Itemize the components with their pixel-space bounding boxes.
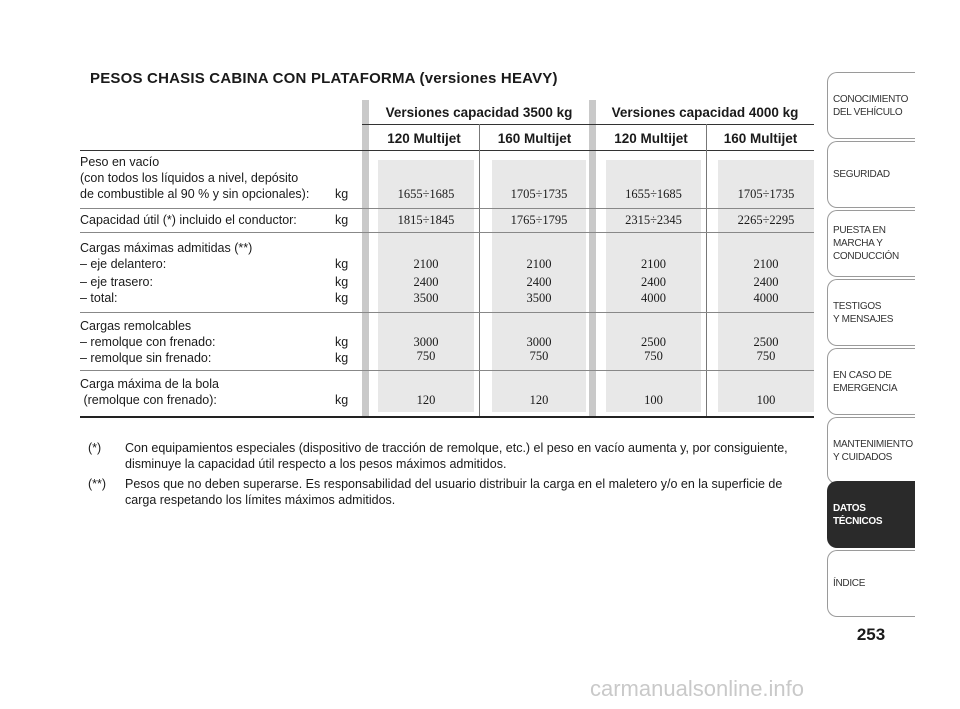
row-label-remolcables: Cargas remolcables: [80, 319, 192, 333]
tab-conocimiento[interactable]: [827, 72, 915, 139]
cell-capacidad-util-2: 1765÷1795: [510, 213, 568, 227]
cell-eje-delantero-3: 2100: [641, 257, 666, 271]
row-label-bola-1: Carga máxima de la bola: [80, 377, 219, 391]
cell-sin-frenado-2: 750: [529, 349, 549, 363]
page-title: PESOS CHASIS CABINA CON PLATAFORMA (versiones HEAVY): [90, 70, 558, 87]
cell-eje-delantero-2: 2100: [526, 257, 552, 271]
unit-sin-frenado: kg: [335, 351, 349, 365]
footnote-text-2: Pesos que no deben superarse. Es responsabilidad del usuario distribuir la carga en el maletero y/o en la superficie de carga respetando los límites máximos admitidos.: [125, 477, 783, 507]
cell-bola-4: 100: [756, 393, 776, 407]
tab-label: SEGURIDAD: [833, 169, 890, 180]
cell-eje-trasero-4: 2400: [753, 275, 779, 289]
row-rule-4: [80, 370, 814, 371]
col-divider-2: [706, 124, 707, 418]
header-rule-top: [362, 124, 814, 125]
subheader-2: 160 Multijet: [497, 131, 572, 146]
tab-label: EN CASO DE EMERGENCIA: [833, 369, 898, 394]
header-rule-bottom: [80, 150, 814, 151]
row-rule-1: [80, 208, 814, 209]
footnote-mark-2: (**): [88, 477, 107, 491]
cell-eje-trasero-1: 2400: [413, 275, 439, 289]
tab-seguridad[interactable]: [827, 141, 915, 208]
row-label-peso-vacio-2: (con todos los líquidos a nivel, depósito: [80, 171, 299, 185]
page-number: 253: [856, 625, 886, 644]
footnote-2: [88, 476, 808, 508]
cell-sin-frenado-3: 750: [644, 349, 663, 363]
tab-emergencia[interactable]: [827, 348, 915, 415]
footnotes: [88, 440, 808, 512]
footnote-mark-1: (*): [88, 441, 102, 455]
tab-puesta-en-marcha[interactable]: [827, 210, 915, 277]
cell-total-3: 4000: [641, 291, 666, 305]
cell-total-2: 3500: [526, 291, 552, 305]
cell-con-frenado-1: 3000: [413, 335, 439, 349]
cell-peso-vacio-3: 1655÷1685: [625, 187, 682, 201]
cell-con-frenado-4: 2500: [753, 335, 779, 349]
cell-bola-2: 120: [529, 393, 549, 407]
cell-con-frenado-3: 2500: [641, 335, 666, 349]
cell-peso-vacio-4: 1705÷1735: [737, 187, 795, 201]
row-label-peso-vacio-1: Peso en vacío: [80, 155, 160, 169]
tab-label: MANTENIMIENTO Y CUIDADOS: [833, 438, 913, 463]
weights-table: [80, 100, 814, 418]
row-label-total: – total:: [80, 291, 118, 305]
cell-eje-trasero-2: 2400: [526, 275, 552, 289]
unit-capacidad-util: kg: [335, 213, 349, 227]
row-rule-2: [80, 232, 814, 233]
tab-testigos[interactable]: [827, 279, 915, 346]
cell-con-frenado-2: 3000: [526, 335, 552, 349]
tab-label: CONOCIMIENTO DEL VEHÍCULO: [833, 93, 909, 118]
row-label-cargas-max: Cargas máximas admitidas (**): [80, 241, 253, 255]
cell-eje-delantero-1: 2100: [413, 257, 439, 271]
unit-bola: kg: [335, 393, 349, 407]
tab-label: ÍNDICE: [833, 578, 866, 589]
subheader-4: 160 Multijet: [723, 131, 798, 146]
tab-indice[interactable]: [827, 550, 915, 617]
cell-total-1: 3500: [413, 291, 439, 305]
cell-sin-frenado-4: 750: [756, 349, 776, 363]
cell-bola-3: 100: [644, 393, 663, 407]
row-label-sin-frenado: – remolque sin frenado:: [80, 351, 212, 365]
unit-eje-trasero: kg: [335, 275, 349, 289]
footnote-text-1: Con equipamientos especiales (dispositivo de tracción de remolque, etc.) el peso en vacío aumenta y, por consiguiente, disminuye la capacidad útil respecto a los pesos máximos admitidos.: [125, 441, 788, 471]
cell-capacidad-util-3: 2315÷2345: [625, 213, 682, 227]
group-header-4000: Versiones capacidad 4000 kg: [611, 105, 799, 120]
table-bottom-rule: [80, 416, 814, 418]
unit-total: kg: [335, 291, 349, 305]
footnote-1: [88, 440, 808, 472]
row-label-con-frenado: – remolque con frenado:: [80, 335, 216, 349]
cell-peso-vacio-1: 1655÷1685: [397, 187, 455, 201]
row-label-eje-trasero: – eje trasero:: [80, 275, 153, 289]
subheader-3: 120 Multijet: [614, 131, 688, 146]
subheader-1: 120 Multijet: [387, 131, 461, 146]
row-label-peso-vacio-3: de combustible al 90 % y sin opcionales):: [80, 187, 310, 201]
tab-datos-tecnicos[interactable]: [827, 481, 915, 548]
cell-capacidad-util-4: 2265÷2295: [737, 213, 795, 227]
cell-peso-vacio-2: 1705÷1735: [510, 187, 568, 201]
cell-bola-1: 120: [416, 393, 436, 407]
cell-eje-delantero-4: 2100: [753, 257, 779, 271]
row-label-capacidad-util: Capacidad útil (*) incluido el conductor:: [80, 213, 297, 227]
row-rule-3: [80, 312, 814, 313]
col-divider-1: [479, 124, 480, 418]
tab-label: PUESTA EN MARCHA Y CONDUCCIÓN: [833, 225, 899, 262]
row-label-bola-2: (remolque con frenado):: [80, 393, 217, 407]
tab-label: TESTIGOS Y MENSAJES: [833, 300, 894, 325]
group-header-3500: Versiones capacidad 3500 kg: [385, 105, 573, 120]
cell-eje-trasero-3: 2400: [641, 275, 666, 289]
tab-mantenimiento[interactable]: [827, 417, 915, 484]
watermark-footer: carmanualsonline.info: [590, 676, 805, 701]
tab-label: DATOS TÉCNICOS: [833, 502, 883, 527]
cell-sin-frenado-1: 750: [416, 349, 436, 363]
cell-total-4: 4000: [753, 291, 779, 305]
cell-capacidad-util-1: 1815÷1845: [397, 213, 455, 227]
unit-con-frenado: kg: [335, 335, 349, 349]
unit-peso-vacio: kg: [335, 187, 349, 201]
unit-eje-delantero: kg: [335, 257, 349, 271]
row-label-eje-delantero: – eje delantero:: [80, 257, 167, 271]
